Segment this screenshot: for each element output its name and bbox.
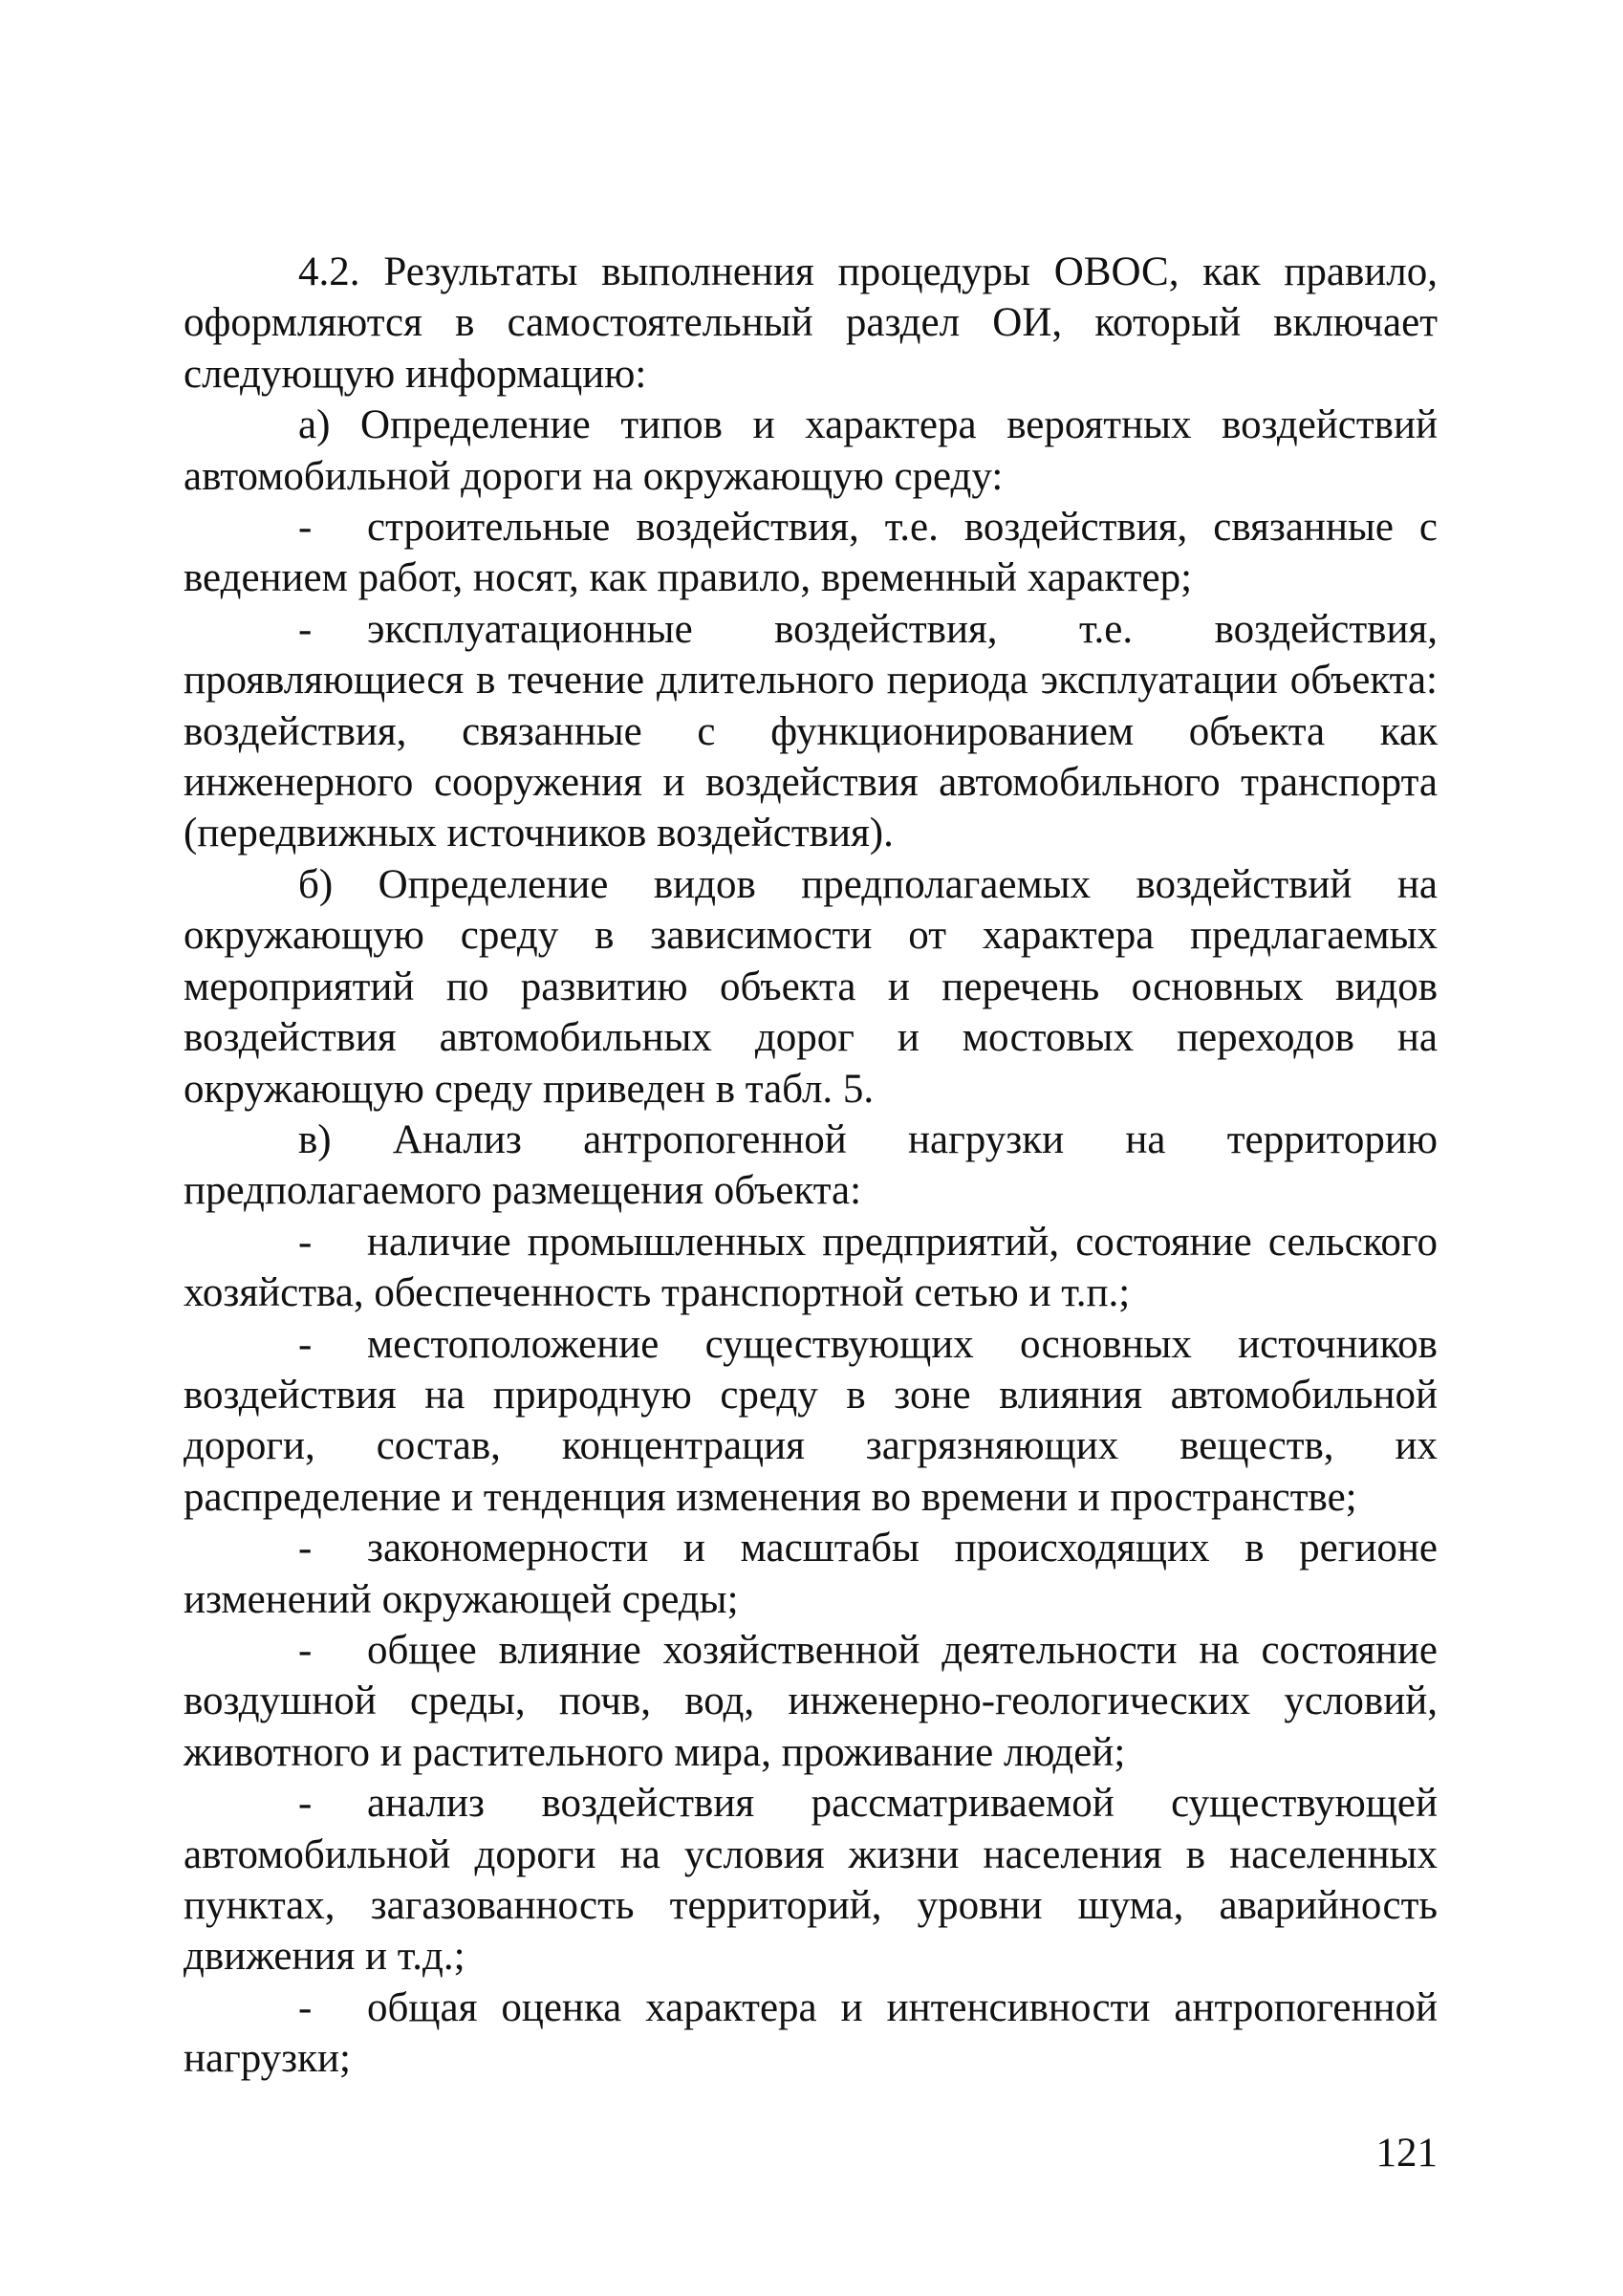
list-item bbox=[184, 1319, 1438, 1524]
bullet-dash: - bbox=[298, 1321, 313, 1367]
paragraph-b: б) Определение видов предполагаемых воздействий на окружающую среду в зависимости от характера предлагаемых мероприятий по развитию объекта и перечень основных видов воздействия автомобильных дорог и мостовых переходов на окружающую среду приведен в табл. 5. bbox=[184, 861, 1438, 1112]
bullet-dash: - bbox=[298, 505, 313, 551]
bullet-dash: - bbox=[298, 1219, 313, 1265]
bullet-dash: - bbox=[298, 1781, 313, 1827]
list-item-text: эксплуатационные воздействия, т.е. воздействия, проявляющиеся в течение длительного периода эксплуатации объекта: воздействия, связанные с функционированием объекта как инженерного сооружения и воздействия автомобильного транспорта (передвижных источников воздействия). bbox=[184, 606, 1438, 856]
paragraph-v: в) Анализ антропогенной нагрузки на территорию предполагаемого размещения объекта: bbox=[184, 1116, 1438, 1214]
list-item-text: общее влияние хозяйственной деятельности на состояние воздушной среды, почв, вод, инженерно-геологических условий, животного и растительного мира, проживание людей; bbox=[184, 1627, 1438, 1775]
bullet-dash: - bbox=[298, 1526, 313, 1571]
bullet-dash: - bbox=[298, 606, 313, 652]
bullet-dash: - bbox=[298, 1984, 313, 2030]
list-item-text: закономерности и масштабы происходящих в регионе изменений окружающей среды; bbox=[184, 1526, 1438, 1622]
list-item-text: местоположение существующих основных источников воздействия на природную среду в зоне влияния автомобильной дороги, состав, концентрация загрязняющих веществ, их распределение и тенденция изменения во времени и пространстве; bbox=[184, 1321, 1438, 1520]
list-item bbox=[184, 1217, 1438, 1319]
list-item-text: анализ воздействия рассматриваемой существующей автомобильной дороги на условия жизни населения в населенных пунктах, загазованность территорий, уровни шума, аварийность движения и т.д.; bbox=[184, 1781, 1438, 1980]
list-item bbox=[184, 1625, 1438, 1778]
list-item bbox=[184, 1982, 1438, 2085]
page-number: 121 bbox=[1375, 2131, 1438, 2176]
list-item-text: строительные воздействия, т.е. воздействия, связанные с ведением работ, носят, как правило, временный характер; bbox=[184, 505, 1438, 601]
list-item bbox=[184, 1778, 1438, 1982]
list-item-text: общая оценка характера и интенсивности антропогенной нагрузки; bbox=[184, 1984, 1438, 2082]
paragraph-a: а) Определение типов и характера вероятных воздействий автомобильной дороги на окружающую среду: bbox=[184, 402, 1438, 499]
list-item bbox=[184, 1523, 1438, 1625]
list-item bbox=[184, 604, 1438, 859]
list-item bbox=[184, 502, 1438, 604]
list-item-text: наличие промышленных предприятий, состояние сельского хозяйства, обеспеченность транспортной сетью и т.п.; bbox=[184, 1219, 1438, 1316]
document-body bbox=[184, 247, 1438, 2085]
paragraph-4-2: 4.2. Результаты выполнения процедуры ОВОС, как правило, оформляются в самостоятельный раздел ОИ, который включает следующую информацию: bbox=[184, 249, 1438, 397]
bullet-dash: - bbox=[298, 1627, 313, 1673]
